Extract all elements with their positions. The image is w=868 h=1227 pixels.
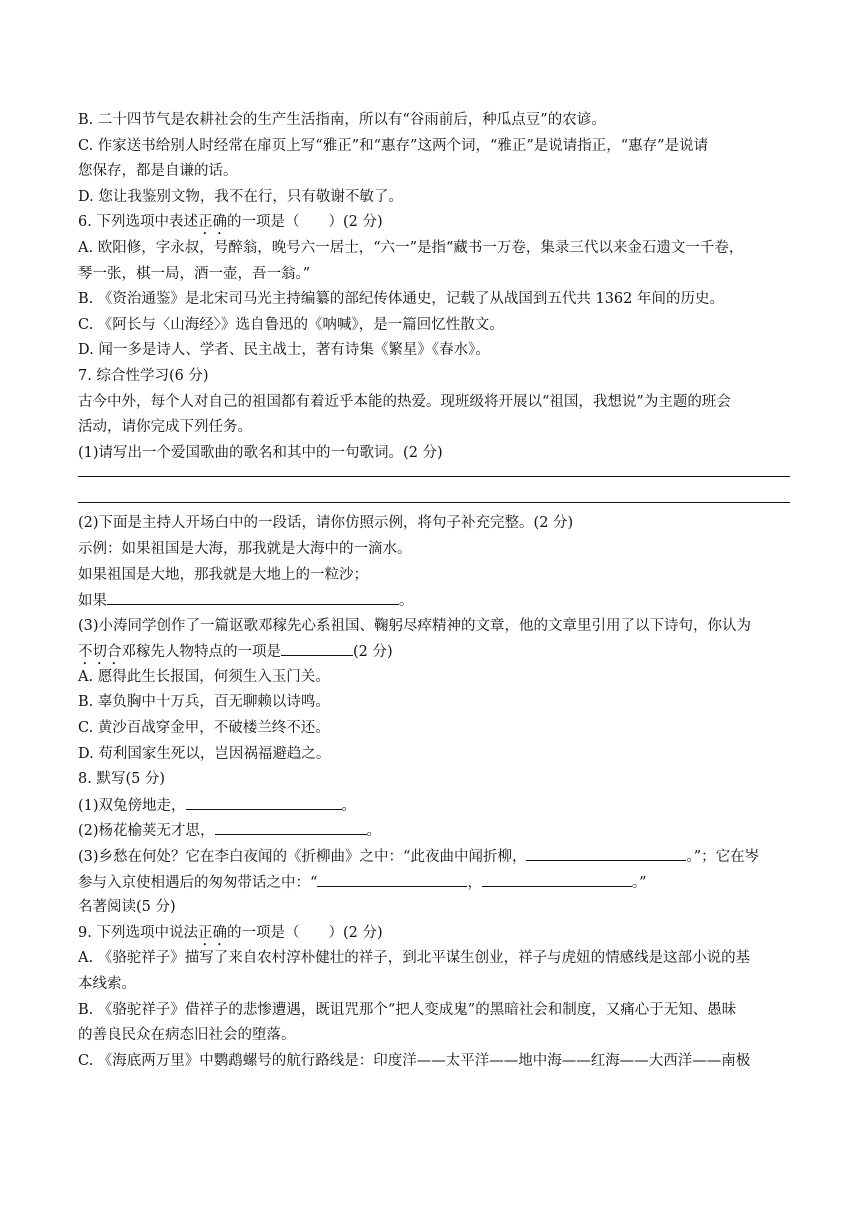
option-a-q9-line2: 本线索。: [78, 976, 136, 992]
option-a-q7-3: A. 愿得此生长报国，何须生入玉门关。: [78, 668, 330, 685]
q8-3-l2-mid: ，: [467, 874, 482, 891]
question-7: 7. 综合性学习(6 分): [78, 367, 209, 384]
question-6-emphasis: 正确: [197, 214, 227, 231]
section-classics-reading: 名著阅读(5 分): [78, 899, 176, 916]
q8-3-prefix: (3)乡愁在何处？它在李白夜闻的《折柳曲》之中：“此夜曲中闻折柳，: [78, 849, 527, 866]
q8-1-prefix: (1)双兔傍地走，: [78, 797, 186, 814]
question-7-intro-line1: 古今中外，每个人对自己的祖国都有着近乎本能的热爱。现班级将开展以“祖国，我想说”为主题的班会: [78, 393, 731, 410]
question-7-part2-line3: [78, 588, 790, 614]
fill-blank-q8-2[interactable]: [215, 818, 367, 835]
question-7-part3-emphasis: 不切合: [78, 644, 122, 661]
question-8-part3-line2: [78, 870, 790, 896]
question-6: [78, 210, 790, 236]
option-b-q9-line1: B. 《骆驼祥子》借祥子的悲惨遭遇，既诅咒那个“把人变成鬼”的黑暗社会和制度，又痛心于无知、愚昧: [78, 1001, 737, 1018]
option-c-q5-line1: C. 作家送书给别人时经常在扉页上写“雅正”和“惠存”这两个词，“雅正”是说请指正，“惠存”是说请: [78, 137, 709, 154]
question-7-part2-example: 示例：如果祖国是大海，那我就是大海中的一滴水。: [78, 540, 412, 557]
q8-1-suffix: 。: [341, 797, 357, 814]
q8-3-suffix: 。”；它在岑: [686, 849, 760, 866]
fill-blank-q7-2[interactable]: [107, 588, 399, 605]
question-7-part1: (1)请写出一个爱国歌曲的歌名和其中的一句歌词。(2 分): [78, 444, 443, 461]
fill-suffix: 。: [399, 593, 414, 610]
question-7-part3-line2: [78, 639, 790, 665]
question-8: 8. 默写(5 分): [78, 771, 166, 788]
question-6-prefix: 6. 下列选项中表述: [78, 214, 198, 231]
fill-blank-q8-3b[interactable]: [317, 870, 467, 887]
q8-2-prefix: (2)杨花榆荚无才思，: [78, 823, 215, 840]
q8-3-l2-suffix: 。”: [631, 874, 647, 891]
option-b-q5: B. 二十四节气是农耕社会的生产生活指南，所以有“谷雨前后，种瓜点豆”的农谚。: [78, 112, 606, 128]
question-9-suffix: 的一项是（ ）(2 分): [226, 924, 383, 941]
fill-blank-q8-3c[interactable]: [482, 870, 632, 887]
question-8-part1: [78, 793, 790, 819]
q8-2-suffix: 。: [366, 823, 382, 840]
option-c-q7-3: C. 黄沙百战穿金甲，不破楼兰终不还。: [78, 720, 330, 737]
question-8-part3-line1: [78, 844, 790, 870]
question-7-part3-line1: (3)小涛同学创作了一篇讴歌邓稼先心系祖国、鞠躬尽瘁精神的文章，他的文章里引用了以下诗句，你认为: [78, 617, 752, 634]
question-7-part3-mid: 邓稼先人物特点的一项是: [121, 644, 281, 661]
question-7-intro-line2: 活动，请你完成下列任务。: [78, 419, 252, 436]
option-a-q9-line1: A. 《骆驼祥子》描写了来自农村淳朴健壮的祥子，到北平谋生创业，祥子与虎妞的情感线是这部小说的基: [78, 950, 751, 967]
option-b-q9-line2: 的善良民众在病态旧社会的堕落。: [78, 1027, 296, 1044]
exam-page: [78, 108, 790, 1074]
option-c-q5-line2: 您保存，都是自谦的话。: [78, 163, 238, 180]
option-d-q5: D. 您让我鉴别文物，我不在行，只有敬谢不敏了。: [78, 188, 403, 205]
option-a-q6-line1: A. 欧阳修，字永叔，号醉翁，晚号六一居士，“六一”是指“藏书一万卷，集录三代以来金石遗文一千卷，: [78, 239, 744, 256]
fill-prefix: 如果: [78, 593, 107, 610]
fill-blank-q8-1[interactable]: [186, 793, 342, 810]
option-c-q9-line1: C. 《海底两万里》中鹦鹉螺号的航行路线是：印度洋——太平洋——地中海——红海——大西洋——南极: [78, 1052, 751, 1069]
option-a-q6-line2: 琴一张，棋一局，酒一壶，吾一翁。”: [78, 265, 311, 282]
question-9-emphasis: 正确: [197, 924, 227, 941]
question-7-part2: (2)下面是主持人开场白中的一段话，请你仿照示例，将句子补充完整。(2 分): [78, 515, 574, 532]
question-7-part3-score: (2 分): [353, 644, 393, 661]
question-8-part2: [78, 818, 790, 844]
question-7-part2-line2: 如果祖国是大地，那我就是大地上的一粒沙；: [78, 566, 368, 583]
option-d-q6: D. 闻一多是诗人、学者、民主战士，著有诗集《繁星》《春水》。: [78, 342, 490, 359]
fill-blank-q8-3a[interactable]: [526, 844, 686, 861]
option-b-q6: B. 《资治通鉴》是北宋司马光主持编纂的部纪传体通史，记载了从战国到五代共 1362 年间的历史。: [78, 291, 724, 308]
option-b-q7-3: B. 辜负胸中十万兵，百无聊赖以诗鸣。: [78, 694, 330, 711]
fill-blank-q7-3[interactable]: [281, 639, 353, 656]
question-9: [78, 921, 790, 947]
q8-3-l2-prefix: 参与入京使相遇后的匆匆带话之中：“: [78, 874, 318, 891]
question-6-suffix: 的一项是（ ）(2 分): [226, 214, 383, 231]
option-d-q7-3: D. 苟利国家生死以，岂因祸福避趋之。: [78, 745, 331, 762]
question-9-prefix: 9. 下列选项中说法: [78, 924, 198, 941]
option-c-q6: C. 《阿长与〈山海经〉》选自鲁迅的《呐喊》，是一篇回忆性散文。: [78, 316, 504, 333]
